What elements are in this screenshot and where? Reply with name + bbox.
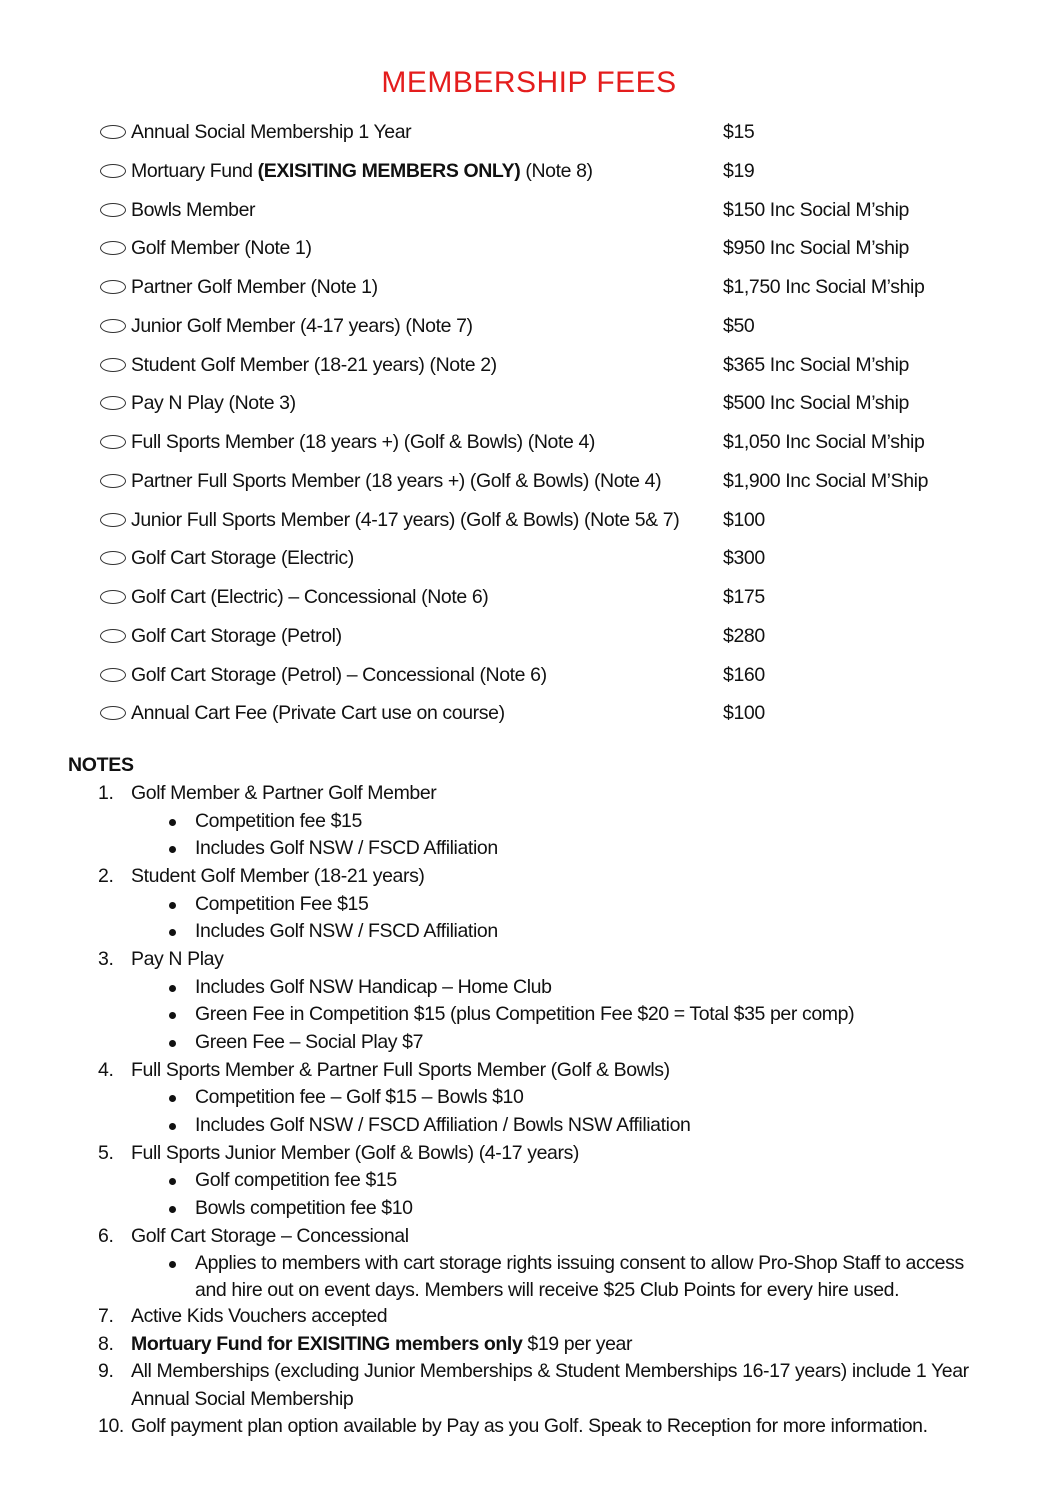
note-number: 6. — [98, 1224, 114, 1247]
note-bullet — [98, 918, 1018, 946]
fee-label-suffix: (Note 8) — [520, 159, 593, 182]
note-bullet — [98, 1195, 1018, 1223]
note-line — [98, 863, 1018, 891]
note-bullet — [98, 1084, 1018, 1112]
note-bullet — [98, 1029, 1018, 1057]
note-text — [131, 1413, 928, 1440]
fee-row — [98, 268, 998, 307]
note-number: 4. — [98, 1058, 114, 1081]
radio-option[interactable] — [100, 474, 126, 488]
note-text — [131, 863, 425, 890]
note-line — [98, 1140, 1018, 1168]
note-bullet — [98, 1112, 1018, 1140]
fee-price: $150 Inc Social M’ship — [723, 198, 909, 221]
fee-row — [98, 229, 998, 268]
note-text-body: $19 per year — [522, 1332, 633, 1355]
note-bullet-text: Bowls competition fee $10 — [195, 1197, 413, 1219]
note-text — [131, 1358, 969, 1385]
notes-heading: NOTES — [68, 754, 134, 776]
bullet-icon — [169, 1178, 176, 1185]
fee-row — [98, 384, 998, 423]
note-text — [131, 1303, 387, 1330]
radio-option[interactable] — [100, 551, 126, 565]
note-number: 2. — [98, 865, 114, 887]
radio-option[interactable] — [100, 590, 126, 604]
bullet-icon — [169, 1040, 176, 1047]
fee-label — [131, 656, 547, 694]
note-item — [98, 946, 1018, 1057]
note-bullet — [98, 974, 1018, 1002]
fee-label-emphasis: (EXISITING MEMBERS ONLY) — [257, 159, 521, 182]
fee-row — [98, 539, 998, 578]
note-text-body: Full Sports Junior Member (Golf & Bowls) (4-17 years) — [131, 1141, 580, 1164]
note-text — [131, 1140, 579, 1167]
note-bullet-text: and hire out on event days. Members will receive $25 Club Points for every hire used. — [195, 1279, 900, 1301]
fee-label-text: Mortuary Fund — [131, 159, 258, 182]
fee-price: $300 — [723, 547, 765, 570]
fee-label-text: Golf Member (Note 1) — [131, 237, 312, 260]
fee-label — [131, 268, 378, 306]
radio-option[interactable] — [100, 164, 126, 178]
note-bullet-text: Includes Golf NSW / FSCD Affiliation — [195, 837, 498, 860]
fee-label-text: Bowls Member — [131, 198, 256, 221]
bullet-icon — [169, 902, 176, 909]
note-text — [131, 1331, 632, 1358]
note-number: 5. — [98, 1141, 114, 1164]
page-title: MEMBERSHIP FEES — [381, 66, 677, 99]
note-line — [98, 946, 1018, 974]
fee-label — [131, 539, 354, 577]
fee-price: $1,900 Inc Social M’Ship — [723, 469, 929, 492]
fee-label — [131, 694, 505, 732]
note-item — [98, 1413, 1018, 1441]
note-bullet — [98, 891, 1018, 919]
fee-price: $280 — [723, 624, 765, 647]
note-line — [98, 1057, 1018, 1085]
fee-price: $1,750 Inc Social M’ship — [723, 276, 925, 298]
note-item — [98, 780, 1018, 863]
note-text-body: Annual Social Membership — [131, 1387, 354, 1410]
radio-option[interactable] — [100, 203, 126, 217]
fee-row — [98, 694, 998, 733]
radio-option[interactable] — [100, 435, 126, 449]
fee-label — [131, 346, 497, 384]
note-text — [131, 1223, 409, 1250]
note-bullet-text: Competition fee – Golf $15 – Bowls $10 — [195, 1086, 524, 1109]
note-bullet-text: Competition Fee $15 — [195, 892, 369, 915]
note-line — [98, 1223, 1018, 1251]
note-bullet — [98, 1167, 1018, 1195]
note-item — [98, 1331, 1018, 1359]
fee-row — [98, 307, 998, 346]
fee-label-text: Annual Cart Fee (Private Cart use on course) — [131, 702, 505, 725]
note-bullet-text: Green Fee in Competition $15 (plus Competition Fee $20 = Total $35 per comp) — [195, 1003, 855, 1026]
fee-price: $100 — [723, 508, 765, 531]
fee-row — [98, 113, 998, 152]
note-number: 10. — [98, 1415, 124, 1437]
note-line — [98, 1358, 1018, 1386]
fee-label-text: Junior Full Sports Member (4-17 years) (Golf & Bowls) (Note 5& 7) — [131, 508, 680, 531]
bullet-icon — [169, 1206, 176, 1213]
note-text-body: Golf payment plan option available by Pay as you Golf. Speak to Reception for more information. — [131, 1415, 928, 1437]
note-line — [98, 1303, 1018, 1331]
fee-label-text: Junior Golf Member (4-17 years) (Note 7) — [131, 314, 473, 337]
bullet-icon — [169, 985, 176, 992]
fee-label — [131, 423, 595, 461]
fee-row — [98, 656, 998, 695]
fee-row — [98, 191, 998, 230]
fee-row — [98, 152, 998, 191]
fee-label — [131, 578, 488, 616]
note-line — [98, 1331, 1018, 1359]
note-bullet — [98, 1250, 1018, 1278]
fee-price: $160 — [723, 663, 765, 686]
radio-option[interactable] — [100, 706, 126, 720]
bullet-icon — [169, 819, 176, 826]
note-bullet-text: Includes Golf NSW / FSCD Affiliation / Bowls NSW Affiliation — [195, 1114, 691, 1136]
fee-label-text: Annual Social Membership 1 Year — [131, 121, 412, 143]
note-text-body: Student Golf Member (18-21 years) — [131, 865, 425, 887]
note-text-body: All Memberships (excluding Junior Memberships & Student Memberships 16-17 years) include 1 Year — [131, 1360, 969, 1382]
bullet-icon — [169, 1123, 176, 1130]
note-text — [131, 1057, 670, 1084]
fee-label-text: Student Golf Member (18-21 years) (Note 2) — [131, 353, 497, 376]
fee-label-text: Full Sports Member (18 years +) (Golf & Bowls) (Note 4) — [131, 431, 596, 453]
fee-price: $500 Inc Social M’ship — [723, 392, 909, 415]
radio-option[interactable] — [100, 319, 126, 333]
fee-label — [131, 113, 411, 151]
fee-label — [131, 152, 593, 190]
note-bullet — [98, 1001, 1018, 1029]
fee-label-text: Partner Full Sports Member (18 years +) (Golf & Bowls) (Note 4) — [131, 469, 662, 492]
note-bullet-text: Includes Golf NSW / FSCD Affiliation — [195, 920, 498, 943]
note-item — [98, 1140, 1018, 1223]
note-item — [98, 863, 1018, 946]
fee-label-text: Pay N Play (Note 3) — [131, 392, 296, 415]
notes-list — [98, 780, 1018, 1441]
note-bullet-text: Includes Golf NSW Handicap – Home Club — [195, 975, 552, 998]
fee-label — [131, 191, 255, 229]
note-item — [98, 1303, 1018, 1331]
fee-label-text: Partner Golf Member (Note 1) — [131, 276, 378, 298]
note-text-body: Golf Cart Storage – Concessional — [131, 1224, 409, 1247]
radio-option[interactable] — [100, 629, 126, 643]
note-bullet-text: Competition fee $15 — [195, 809, 362, 832]
note-item — [98, 1358, 1018, 1413]
fee-price: $950 Inc Social M’ship — [723, 237, 909, 260]
fee-row — [98, 578, 998, 617]
fee-label-text: Golf Cart (Electric) – Concessional (Note 6) — [131, 586, 489, 608]
note-item — [98, 1223, 1018, 1303]
note-text-body: Active Kids Vouchers accepted — [131, 1305, 388, 1327]
note-text-body: Full Sports Member & Partner Full Sports Member (Golf & Bowls) — [131, 1058, 670, 1081]
fee-price: $15 — [723, 121, 755, 143]
bullet-icon — [169, 1261, 176, 1268]
note-bullet — [98, 1278, 1018, 1303]
note-bullet-text: Green Fee – Social Play $7 — [195, 1031, 424, 1053]
note-text-body: Pay N Play — [131, 948, 224, 970]
note-item — [98, 1057, 1018, 1140]
note-text — [131, 946, 223, 973]
note-number: 8. — [98, 1332, 114, 1355]
fee-label — [131, 462, 661, 500]
fee-row — [98, 423, 998, 462]
fee-price: $19 — [723, 159, 755, 182]
radio-option[interactable] — [100, 396, 126, 410]
fee-price: $175 — [723, 586, 765, 608]
fee-label-text: Golf Cart Storage (Petrol) — [131, 624, 342, 647]
fee-price: $1,050 Inc Social M’ship — [723, 431, 925, 453]
fee-label — [131, 307, 473, 345]
radio-option[interactable] — [100, 125, 126, 139]
fee-price: $50 — [723, 314, 755, 337]
note-text-emphasis: Mortuary Fund for EXISITING members only — [131, 1332, 523, 1355]
note-number: 7. — [98, 1305, 114, 1327]
fee-price: $365 Inc Social M’ship — [723, 353, 909, 376]
bullet-icon — [169, 1095, 176, 1102]
fee-row — [98, 617, 998, 656]
note-bullet-text: Golf competition fee $15 — [195, 1169, 397, 1192]
fee-list — [98, 113, 998, 733]
radio-option[interactable] — [100, 358, 126, 372]
note-text-body: Golf Member & Partner Golf Member — [131, 782, 437, 804]
radio-option[interactable] — [100, 280, 126, 294]
note-text — [131, 780, 436, 807]
fee-label-text: Golf Cart Storage (Electric) — [131, 547, 354, 570]
note-number: 1. — [98, 782, 114, 804]
fee-row — [98, 346, 998, 385]
note-bullet — [98, 808, 1018, 836]
note-number: 3. — [98, 948, 114, 970]
note-bullet-text: Applies to members with cart storage rights issuing consent to allow Pro-Shop Staff to access — [195, 1252, 964, 1275]
fee-row — [98, 501, 998, 540]
fee-price: $100 — [723, 702, 765, 725]
radio-option[interactable] — [100, 668, 126, 682]
note-line-continued — [98, 1386, 1018, 1414]
fee-label — [131, 229, 312, 267]
fee-label-text: Golf Cart Storage (Petrol) – Concessional (Note 6) — [131, 663, 547, 686]
bullet-icon — [169, 1012, 176, 1019]
bullet-icon — [169, 846, 176, 853]
radio-option[interactable] — [100, 241, 126, 255]
fee-label — [131, 501, 679, 539]
bullet-icon — [169, 929, 176, 936]
note-bullet — [98, 835, 1018, 863]
fee-row — [98, 462, 998, 501]
fee-label — [131, 617, 342, 655]
fee-label — [131, 384, 296, 422]
note-number: 9. — [98, 1360, 114, 1382]
note-line — [98, 780, 1018, 808]
radio-option[interactable] — [100, 513, 126, 527]
note-line — [98, 1413, 1018, 1441]
